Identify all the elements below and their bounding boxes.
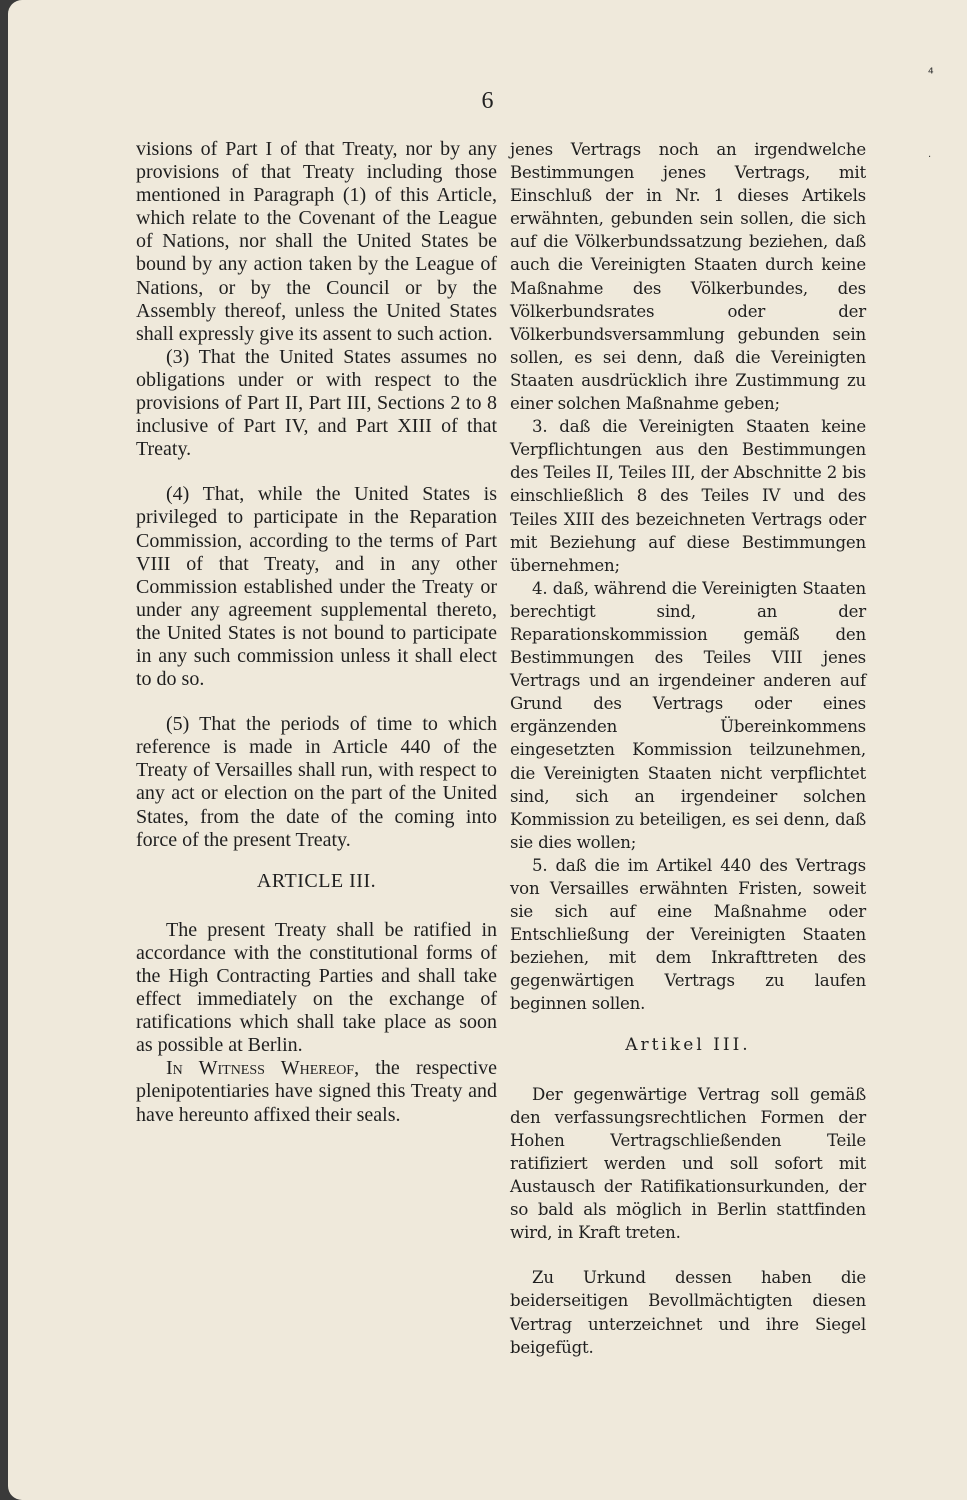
english-paragraph-1: visions of Part I of that Treaty, nor by any provisions of that Treaty including those mentioned in Paragraph (1) of this Article, which relate to the Covenant of the League of Nations, nor shall the United States be bound by any action taken by the League of Nations, or by the Council or by the Assembly thereof, unless the United States shall expressly give its assent to such action. [136,138,497,345]
witness-lead: In Witness Whereof [166,1057,355,1080]
german-paragraph-5: Der gegenwärtige Vertrag soll gemäß den verfassungsrechtlichen Formen der Hohen Vertragschließenden Teile ratifiziert werden und soll sofort mit Austausch der Ratifikationsurkunden, der so bald als möglich in Berlin stattfinden wird, in Kraft treten. [510,1084,866,1243]
english-paragraph-4: (5) That the periods of time to which reference is made in Article 440 of the Treaty of Versailles shall run, with respect to any act or election on the part of the United States, from the date of the coming into force of the present Treaty. [136,713,497,851]
margin-speck-icon: · [928,152,932,163]
english-paragraph-3: (4) That, while the United States is privileged to participate in the Reparation Commission, according to the terms of Part VIII of that Treaty, and in any other Commission established under the Treaty or under any agreement supplemental thereto, the United States is not bound to participate in any such commission unless it shall elect to do so. [136,483,497,691]
german-paragraph-6: Zu Urkund dessen haben die beiderseitigen Bevollmächtigten diesen Vertrag unterzeichnet und ihre Siegel beigefügt. [510,1268,866,1357]
german-paragraph-4: 5. daß die im Artikel 440 des Vertrags von Versailles erwähnten Fristen, soweit sie sich auf eine Maßnahme oder Entschließung der Vereinigten Staaten beziehen, mit dem Inkrafttreten des gegenwärtigen Vertrags zu laufen beginnen sollen. [510,855,866,1014]
german-paragraph-2: 3. daß die Vereinigten Staaten keine Verpflichtungen aus den Bestimmungen des Teiles II, Teiles III, der Abschnitte 2 bis einschließlich 8 des Teiles IV und des Teiles XIII des bezeichneten Vertrags oder mit Beziehung auf diese Bestimmungen übernehmen; [510,417,866,575]
witness-rest: , the respective plenipotentiaries have signed this Treaty and have hereunto affixed their seals. [136,1057,498,1126]
english-column [136,138,497,1127]
english-paragraph-2: (3) That the United States assumes no obligations under or with respect to the provisions of Part II, Part III, Sections 2 to 8 inclusive of Part IV, and Part XIII of that Treaty. [136,345,497,461]
german-article-heading: Artikel III. [625,1034,751,1055]
german-paragraph-1: jenes Vertrags noch an irgendwelche Bestimmungen jenes Vertrags, mit Einschluß der in Nr. 1 dieses Artikels erwähnten, gebunden sein sollen, die sich auf die Völkerbundssatzung beziehen, daß auch die Vereinigten Staaten durch keine Maßnahme des Völkerbundes, des Völkerbundsrates oder der Völkerbundsversammlung gebunden sein sollen, es sei denn, daß die Vereinigten Staaten ausdrücklich ihre Zustimmung zu einer solchen Maßnahme geben; [510,140,866,414]
page-number: 6 [481,88,494,114]
document-page [8,0,967,1500]
margin-mark-icon: ⁴ [928,66,934,82]
german-column [510,138,866,1359]
english-paragraph-6 [136,1057,497,1126]
german-paragraph-3: 4. daß, während die Vereinigten Staaten berechtigt sind, an der Reparationskommission gemäß den Bestimmungen des Teiles VIII jenes Vertrags und an irgendeiner anderen auf Grund des Vertrags oder eines ergänzenden Übereinkommens eingesetzten Kommission teilzunehmen, die Vereinigten Staaten nicht verpflichtet sind, sich an irgendeiner solchen Kommission zu beteiligen, es sei denn, daß sie dies wollen; [510,578,866,852]
english-article-heading: ARTICLE III. [256,869,377,892]
english-paragraph-5: The present Treaty shall be ratified in accordance with the constitutional forms of the High Contracting Parties and shall take effect immediately on the exchange of ratifications which shall take place as soon as possible at Berlin. [136,918,497,1057]
